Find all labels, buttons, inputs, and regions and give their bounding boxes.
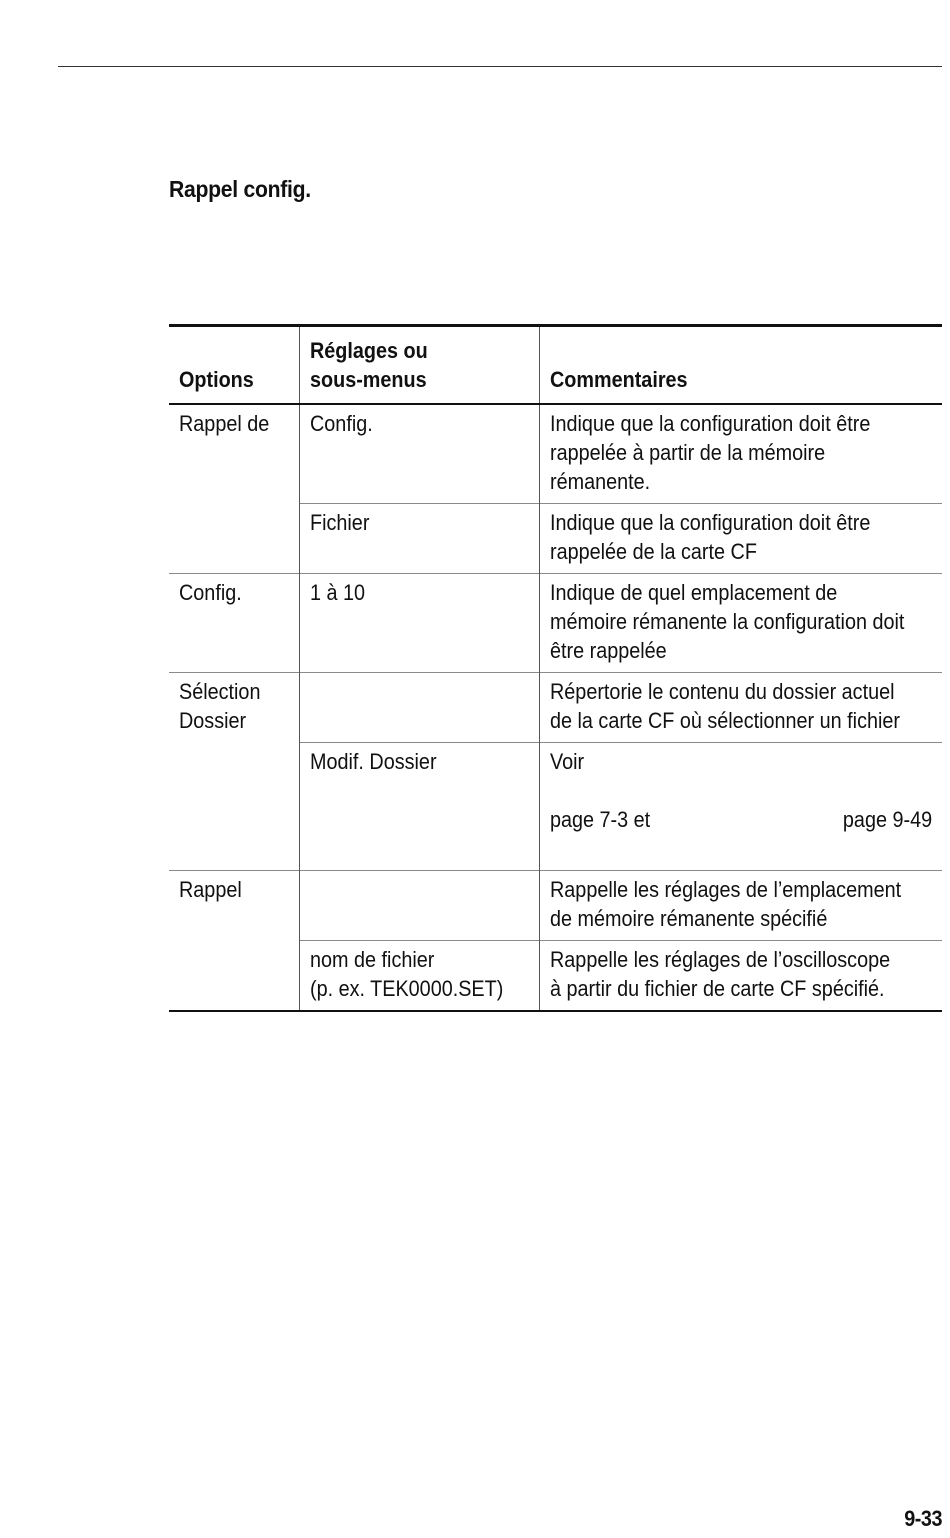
option-cell: Sélection Dossier [169, 673, 299, 871]
setting-cell [299, 871, 539, 941]
header-settings: Réglages ou sous-menus [299, 326, 539, 405]
option-cell: Rappel de [169, 404, 299, 574]
section-title: Rappel config. [169, 176, 311, 202]
setting-cell: nom de fichier (p. ex. TEK0000.SET) [299, 941, 539, 1012]
comment-line: Voir [549, 749, 584, 774]
header-rule [58, 66, 942, 67]
comment-cell [539, 743, 942, 871]
options-table [169, 324, 942, 1012]
setting-cell: 1 à 10 [299, 574, 539, 673]
header-options: Options [169, 326, 299, 405]
page-ref-link[interactable]: page 9-49 [842, 807, 932, 832]
page-ref-link[interactable]: page 7-3 et [549, 807, 650, 832]
comment-cell: Rappelle les réglages de l’emplacement de mémoire rémanente spécifié [539, 871, 942, 941]
page-references [550, 776, 932, 863]
option-cell: Rappel [169, 871, 299, 1012]
table-row [169, 574, 942, 673]
setting-cell: Fichier [299, 504, 539, 574]
table-row [169, 404, 942, 504]
comment-cell: Rappelle les réglages de l’oscilloscope à partir du fichier de carte CF spécifié. [539, 941, 942, 1012]
comment-cell: Indique que la configuration doit être rappelée de la carte CF [539, 504, 942, 574]
option-cell: Config. [169, 574, 299, 673]
table-row [169, 673, 942, 743]
comment-cell: Indique que la configuration doit être rappelée à partir de la mémoire rémanente. [539, 404, 942, 504]
setting-cell: Config. [299, 404, 539, 504]
table-row [169, 871, 942, 941]
header-comments: Commentaires [539, 326, 942, 405]
table-header-row [169, 326, 942, 405]
page-number: 9-33 [904, 1506, 942, 1531]
setting-cell [299, 673, 539, 743]
setting-cell: Modif. Dossier [299, 743, 539, 871]
comment-cell: Répertorie le contenu du dossier actuel de la carte CF où sélectionner un fichier [539, 673, 942, 743]
comment-cell: Indique de quel emplacement de mémoire rémanente la configuration doit être rappelée [539, 574, 942, 673]
